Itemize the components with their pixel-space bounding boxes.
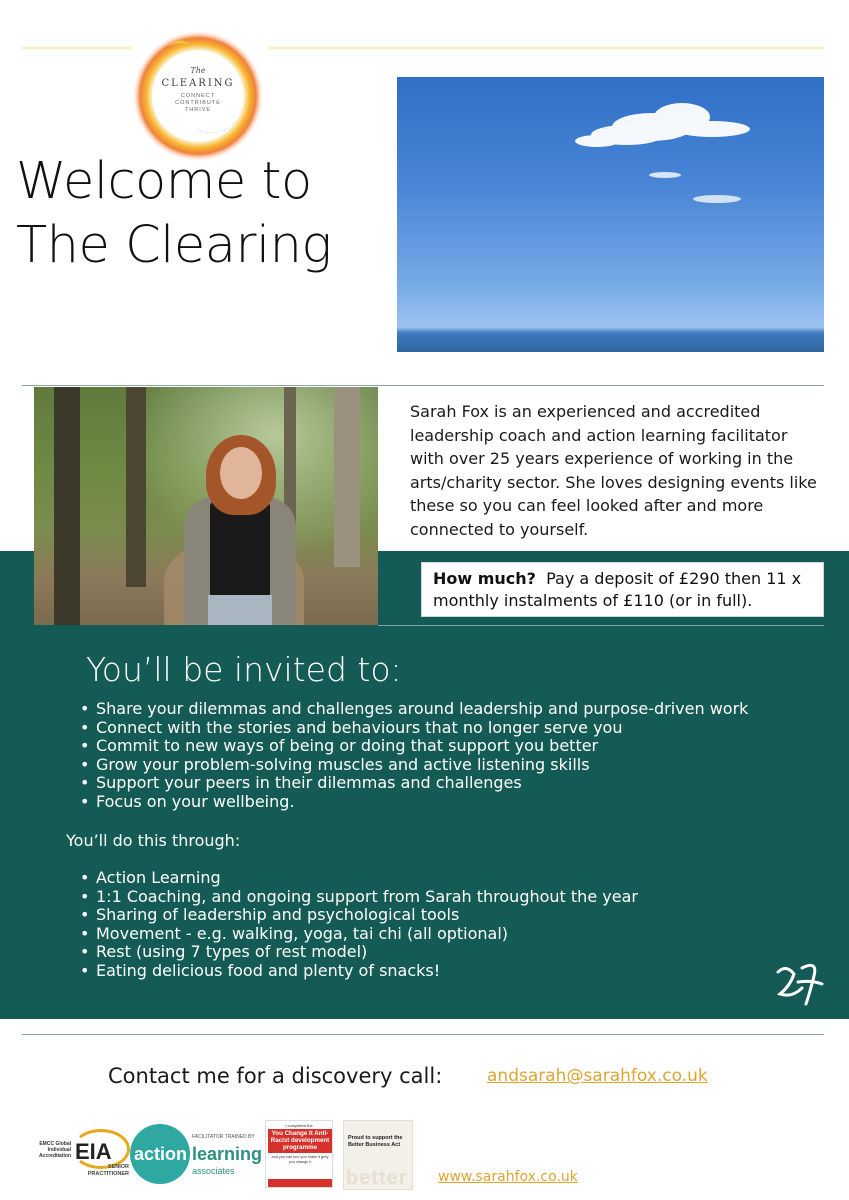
tree-trunk xyxy=(126,387,146,587)
through-list xyxy=(78,869,638,981)
better-business-act-badge xyxy=(343,1120,413,1190)
al-word-action: action xyxy=(134,1144,188,1164)
green-band-rule xyxy=(378,625,824,626)
list-item: • 1:1 Coaching, and ongoing support from Sarah throughout the year xyxy=(78,888,638,907)
logo-the-text: The xyxy=(190,66,206,75)
website-link[interactable]: www.sarahfox.co.uk xyxy=(438,1169,578,1185)
signature-icon xyxy=(772,958,830,1008)
through-heading: You’ll do this through: xyxy=(66,831,241,850)
person-jeans xyxy=(208,595,272,625)
price-label: How much? xyxy=(433,569,536,588)
logo-name-text: CLEARING xyxy=(161,78,235,89)
bba-big-word: better xyxy=(346,1167,408,1189)
emcc-eia-badge xyxy=(35,1125,145,1177)
list-item: • Movement - e.g. walking, yoga, tai chi (all optional) xyxy=(78,925,638,944)
tree-trunk xyxy=(54,387,80,625)
list-item: • Sharing of leadership and psychological tools xyxy=(78,906,638,925)
ycia-title: You Change It Anti-Racist development programme xyxy=(270,1130,330,1151)
you-change-it-badge xyxy=(265,1120,333,1188)
action-learning-badge xyxy=(130,1120,262,1186)
list-item: • Connect with the stories and behaviours that no longer serve you xyxy=(78,719,748,738)
person-face xyxy=(220,447,262,499)
list-item: • Focus on your wellbeing. xyxy=(78,793,748,812)
sky-sea-photo xyxy=(397,77,824,352)
bio-paragraph: Sarah Fox is an experienced and accredited leadership coach and action learning facilitator with over 25 years experience of working in the arts/charity sector. She loves designing events like these so you can feel looked after and more connected to yourself. xyxy=(410,402,817,539)
the-clearing-logo xyxy=(128,26,268,164)
invited-heading: You’ll be invited to: xyxy=(86,650,402,689)
page-title xyxy=(16,150,332,278)
title-line-1: Welcome to xyxy=(16,152,312,211)
bba-text: Proud to support the Better Business Act xyxy=(348,1135,403,1148)
list-item: • Rest (using 7 types of rest model) xyxy=(78,943,638,962)
cloud-graphic xyxy=(397,77,824,352)
contact-label: Contact me for a discovery call: xyxy=(108,1064,443,1088)
ycia-sub-text: and you can too! you make it grey you change it xyxy=(271,1155,329,1164)
top-rule-left xyxy=(22,47,132,49)
price-box xyxy=(421,562,824,617)
top-rule-right xyxy=(268,47,824,49)
ycia-top-text: I completed the xyxy=(285,1123,313,1128)
logo-tagline-1: CONNECT xyxy=(180,93,216,99)
tree-trunk xyxy=(334,387,360,567)
list-item: • Support your peers in their dilemmas and challenges xyxy=(78,774,748,793)
middle-rule xyxy=(22,385,824,386)
ycia-footer-bar xyxy=(268,1179,332,1187)
list-item: • Share your dilemmas and challenges around leadership and purpose-driven work xyxy=(78,700,748,719)
sarah-fox-photo xyxy=(34,387,378,625)
eia-senior-text: SENIOR PRACTITIONER xyxy=(87,1164,129,1177)
price-text: Pay a deposit of £290 then 11 x monthly instalments of £110 (or in full). xyxy=(433,569,802,610)
logo-tagline xyxy=(128,93,268,114)
list-item: • Action Learning xyxy=(78,869,638,888)
title-line-2: The Clearing xyxy=(16,216,332,275)
list-item: • Grow your problem-solving muscles and active listening skills xyxy=(78,756,748,775)
al-word-associates: associates xyxy=(192,1166,235,1176)
logo-tagline-2: CONTRIBUTE xyxy=(175,100,221,106)
contact-email-link[interactable]: andsarah@sarahfox.co.uk xyxy=(487,1066,708,1086)
list-item: • Commit to new ways of being or doing that support you better xyxy=(78,737,748,756)
eia-accreditation-text: EMCC Global Individual Accreditation xyxy=(39,1141,71,1159)
al-trained-by: FACILITATOR TRAINED BY xyxy=(192,1134,255,1140)
list-item: • Eating delicious food and plenty of snacks! xyxy=(78,962,638,981)
sea-horizon xyxy=(397,335,824,352)
al-word-learning: learning xyxy=(192,1144,263,1164)
invited-list xyxy=(78,700,748,812)
bottom-rule xyxy=(22,1034,824,1035)
eia-main-text: EIA xyxy=(75,1139,112,1164)
logo-tagline-3: THRIVE xyxy=(184,107,212,113)
